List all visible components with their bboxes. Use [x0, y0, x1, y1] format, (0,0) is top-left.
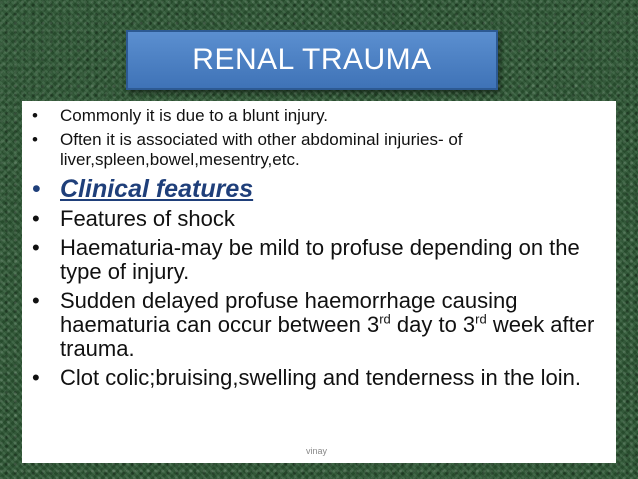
bullet-dot-icon: •	[32, 235, 40, 260]
bullet-item	[22, 130, 616, 170]
bullet-item	[22, 106, 616, 126]
bullet-dot-icon: •	[32, 365, 40, 390]
bullet-item	[22, 236, 616, 284]
slide-title: RENAL TRAUMA	[192, 43, 432, 76]
bullet-dot-icon: •	[32, 130, 38, 149]
section-heading: Clinical features	[60, 175, 254, 203]
bullet-dot-icon: •	[32, 175, 41, 203]
bullet-dot-icon: •	[32, 106, 38, 125]
bullet-text: Haematuria-may be mild to profuse depending on the type of injury.	[60, 235, 580, 284]
bullet-text: Commonly it is due to a blunt injury.	[60, 106, 329, 125]
bullet-dot-icon: •	[32, 288, 40, 313]
bullet-text-part: week after trauma.	[60, 312, 595, 361]
bullet-text: Features of shock	[60, 206, 235, 231]
section-heading-item	[22, 174, 616, 204]
bullet-text: Clot colic;bruising,swelling and tenderness in the loin.	[60, 365, 581, 390]
bullet-text: Often it is associated with other abdominal injuries- of liver,spleen,bowel,mesentry,etc.	[60, 130, 463, 169]
title-banner	[126, 30, 498, 90]
ordinal-superscript: rd	[379, 311, 391, 327]
bullet-item	[22, 366, 616, 390]
footer-author: vinay	[306, 446, 328, 456]
bullet-text-part: day to 3	[390, 312, 476, 337]
bullet-text-part: Sudden delayed profuse haemorrhage causing haematuria can occur between 3	[60, 288, 518, 337]
content-box	[22, 101, 616, 463]
ordinal-superscript: rd	[475, 311, 487, 327]
bullet-item	[22, 207, 616, 231]
bullet-list	[22, 106, 616, 395]
bullet-dot-icon: •	[32, 206, 40, 231]
bullet-item	[22, 289, 616, 361]
